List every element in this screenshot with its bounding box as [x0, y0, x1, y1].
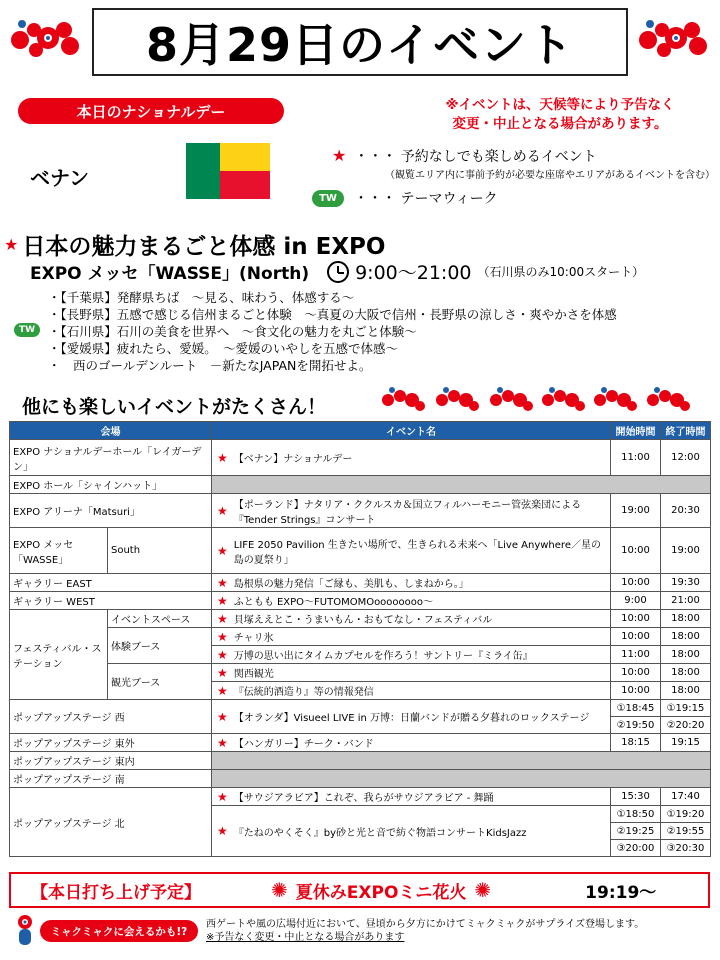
expo-logo-icon	[434, 386, 480, 414]
legend-star-note: （観覧エリア内に事前予約が必要な座席やエリアがあるイベントを含む）	[385, 170, 715, 181]
end-time: ①19:20	[661, 806, 711, 823]
venue-sub-cell: 観光ブース	[108, 664, 212, 700]
fireworks-name: 夏休みEXPOミニ花火	[295, 882, 467, 903]
star-icon: ★	[217, 647, 228, 662]
end-time: 18:00	[661, 646, 711, 664]
table-row	[10, 700, 711, 717]
table-row	[10, 770, 711, 788]
notice-line-2: 変更・中止となる場合があります。	[452, 116, 668, 132]
table-row	[10, 592, 711, 610]
star-icon: ★	[217, 735, 228, 750]
table-row	[10, 528, 711, 574]
feature-title: ★ 日本の魅力まるごと体感 in EXPO	[4, 234, 386, 260]
star-icon: ★	[217, 575, 228, 590]
header-venue: 会場	[10, 422, 212, 440]
venue-sub-cell: 体験ブース	[108, 628, 212, 664]
star-icon: ★	[217, 593, 228, 608]
legend-tw: TW ・・・ テーマウィーク	[312, 188, 498, 208]
table-row	[10, 494, 711, 528]
end-time: 18:00	[661, 610, 711, 628]
end-time: 19:00	[661, 528, 711, 574]
legend-star: ★ ・・・ 予約なしでも楽しめるイベント	[332, 146, 597, 165]
star-icon: ★	[217, 665, 228, 680]
tw-badge: TW	[14, 323, 40, 337]
start-time: 10:00	[611, 628, 661, 646]
table-row	[10, 628, 711, 646]
clock-icon	[327, 261, 349, 283]
empty-cell	[212, 770, 711, 788]
firework-icon: ✺	[474, 878, 492, 902]
country-name: ベナン	[30, 166, 89, 190]
star-icon: ★	[217, 629, 228, 644]
venue-cell: EXPO メッセ「WASSE」	[10, 528, 108, 574]
start-time: 11:00	[611, 646, 661, 664]
end-time: 21:00	[661, 592, 711, 610]
start-time: ②19:50	[611, 717, 661, 734]
page-header	[92, 8, 628, 76]
start-time: 19:00	[611, 494, 661, 528]
event-cell: ★ 【ポーランド】ナタリア・ククルスカ＆国立フィルハーモニー管弦楽団による『Tender Strings』コンサート	[212, 494, 611, 528]
list-item: ・ 西のゴールデンルート －新たなJAPANを開拓せよ。	[48, 357, 617, 374]
empty-cell	[212, 752, 711, 770]
start-time: 10:00	[611, 574, 661, 592]
star-icon: ★	[217, 543, 228, 558]
event-cell: ★ 【オランダ】Visueel LIVE in 万博：日蘭バンドが贈る夕暮れのロックステージ	[212, 700, 611, 734]
start-time: ③20:00	[611, 840, 661, 857]
event-cell: ★ チャリ氷	[212, 628, 611, 646]
feature-list	[48, 289, 617, 374]
expo-logo-icon	[488, 386, 534, 414]
end-time: 20:30	[661, 494, 711, 528]
expo-logo-icon	[540, 386, 586, 414]
start-time: 10:00	[611, 528, 661, 574]
venue-cell: ポップアップステージ 西	[10, 700, 212, 734]
table-row	[10, 664, 711, 682]
expo-logo-icon	[645, 386, 691, 414]
venue-cell: ギャラリー EAST	[10, 574, 212, 592]
table-row	[10, 734, 711, 752]
event-cell: ★ 貝塚ええとこ・うまいもん・おもてなし・フェスティバル	[212, 610, 611, 628]
myakumyaku-line-2: ※予告なく変更・中止となる場合があります	[206, 932, 405, 943]
list-item: ・ 【愛媛県】疲れたら、愛媛。 ～愛媛のいやしを五感で体感～	[48, 340, 617, 357]
expo-logo-icon	[380, 386, 426, 414]
feature-time: 9:00〜21:00	[355, 262, 472, 284]
start-time: 18:15	[611, 734, 661, 752]
start-time: 10:00	[611, 610, 661, 628]
event-cell: ★ 万博の思い出にタイムカプセルを作ろう！サントリー『ミライ缶』	[212, 646, 611, 664]
myakumyaku-note	[206, 918, 644, 944]
end-time: 18:00	[661, 628, 711, 646]
event-cell: ★ 【サウジアラビア】これぞ、我らがサウジアラビア - 舞踊	[212, 788, 611, 806]
tw-badge: TW	[312, 190, 344, 207]
firework-icon: ✺	[271, 878, 288, 902]
star-icon: ★	[217, 789, 228, 804]
start-time: 10:00	[611, 664, 661, 682]
start-time: 15:30	[611, 788, 661, 806]
event-cell: ★ 【ベナン】ナショナルデー	[212, 440, 611, 476]
event-cell: ★ 『伝統的酒造り』等の情報発信	[212, 682, 611, 700]
table-row	[10, 574, 711, 592]
expo-logo-icon-left	[8, 16, 84, 64]
venue-cell: ポップアップステージ 東外	[10, 734, 212, 752]
feature-venue: EXPO メッセ「WASSE」(North)	[30, 264, 310, 284]
star-icon: ★	[217, 683, 228, 698]
end-time: 19:15	[661, 734, 711, 752]
venue-cell: EXPO ホール「シャインハット」	[10, 476, 212, 494]
venue-sub-cell: South	[108, 528, 212, 574]
venue-sub-cell: イベントスペース	[108, 610, 212, 628]
venue-cell: ポップアップステージ 東内	[10, 752, 212, 770]
end-time: ①19:15	[661, 700, 711, 717]
list-item: ・ 【石川県】石川の美食を世界へ ～食文化の魅力を丸ごと体験～	[48, 323, 617, 340]
feature-time-note: （石川県のみ10:00スタート）	[477, 265, 645, 279]
end-time: 18:00	[661, 682, 711, 700]
start-time: 10:00	[611, 682, 661, 700]
star-icon: ★	[217, 611, 228, 626]
event-cell: ★ 『たねのやくそく』by砂と光と音で紡ぐ物語コンサートKidsJazz	[212, 806, 611, 857]
feature-venue-line	[30, 258, 644, 285]
page-title: 8月29日のイベント	[145, 18, 575, 72]
event-cell: ★ ふともも EXPO～FUTOMOMOoooooooo～	[212, 592, 611, 610]
myakumyaku-label: ミャクミャクに会えるかも!?	[40, 920, 198, 942]
start-time: ②19:25	[611, 823, 661, 840]
end-time: 12:00	[661, 440, 711, 476]
header-event: イベント名	[212, 422, 611, 440]
header-start: 開始時間	[611, 422, 661, 440]
list-item: ・ 【千葉県】発酵県ちば ～見る、味わう、体感する～	[48, 289, 617, 306]
star-icon: ★	[217, 450, 228, 465]
event-cell: ★ 【ハンガリー】チーク・バンド	[212, 734, 611, 752]
expo-logo-icon	[592, 386, 638, 414]
notice	[410, 96, 710, 134]
start-time: 9:00	[611, 592, 661, 610]
venue-cell: EXPO ナショナルデーホール「レイガーデン」	[10, 440, 212, 476]
star-icon: ★	[332, 146, 347, 165]
event-cell: ★ 関西観光	[212, 664, 611, 682]
fireworks-label: 【本日打ち上げ予定】	[31, 882, 201, 903]
venue-cell: フェスティバル・ステーション	[10, 610, 108, 700]
myakumyaku-icon	[12, 914, 38, 948]
table-row	[10, 610, 711, 628]
start-time: ①18:50	[611, 806, 661, 823]
table-row	[10, 476, 711, 494]
star-icon: ★	[217, 709, 228, 724]
events-table	[9, 421, 711, 857]
expo-logo-icon-right	[636, 16, 712, 64]
fireworks-banner	[9, 872, 710, 908]
event-cell: ★ LIFE 2050 Pavilion 生きたい場所で、生きられる未来へ「Live Anywhere／星の島の夏祭り」	[212, 528, 611, 574]
venue-cell: ポップアップステージ 南	[10, 770, 212, 788]
star-icon: ★	[217, 503, 228, 518]
header-end: 終了時間	[661, 422, 711, 440]
myakumyaku-line-1: 西ゲートや風の広場付近において、昼頃から夕方にかけてミャクミャクがサプライズ登場します。	[206, 919, 645, 930]
table-header-row	[10, 422, 711, 440]
more-events-title: 他にも楽しいイベントがたくさん！	[22, 396, 327, 418]
venue-cell: ギャラリー WEST	[10, 592, 212, 610]
table-row	[10, 440, 711, 476]
table-row	[10, 788, 711, 806]
event-cell: ★ 島根県の魅力発信「ご縁も、美肌も、しまねから。」	[212, 574, 611, 592]
start-time: 11:00	[611, 440, 661, 476]
end-time: 17:40	[661, 788, 711, 806]
notice-line-1: ※イベントは、天候等により予告なく	[445, 97, 675, 113]
fireworks-time: 19:19〜	[585, 882, 657, 903]
end-time: ③20:30	[661, 840, 711, 857]
end-time: 18:00	[661, 664, 711, 682]
end-time: ②20:20	[661, 717, 711, 734]
start-time: ①18:45	[611, 700, 661, 717]
table-row	[10, 752, 711, 770]
list-item: ・ 【長野県】五感で感じる信州まるごと体験 ～真夏の大阪で信州・長野県の涼しさ・爽やかさを体感	[48, 306, 617, 323]
end-time: 19:30	[661, 574, 711, 592]
star-icon: ★	[4, 235, 19, 254]
venue-cell: EXPO アリーナ「Matsuri」	[10, 494, 212, 528]
venue-cell: ポップアップステージ 北	[10, 788, 212, 857]
end-time: ②19:55	[661, 823, 711, 840]
empty-cell	[212, 476, 711, 494]
benin-flag-icon	[186, 143, 270, 199]
national-day-label: 本日のナショナルデー	[18, 98, 284, 124]
star-icon: ★	[217, 824, 228, 838]
